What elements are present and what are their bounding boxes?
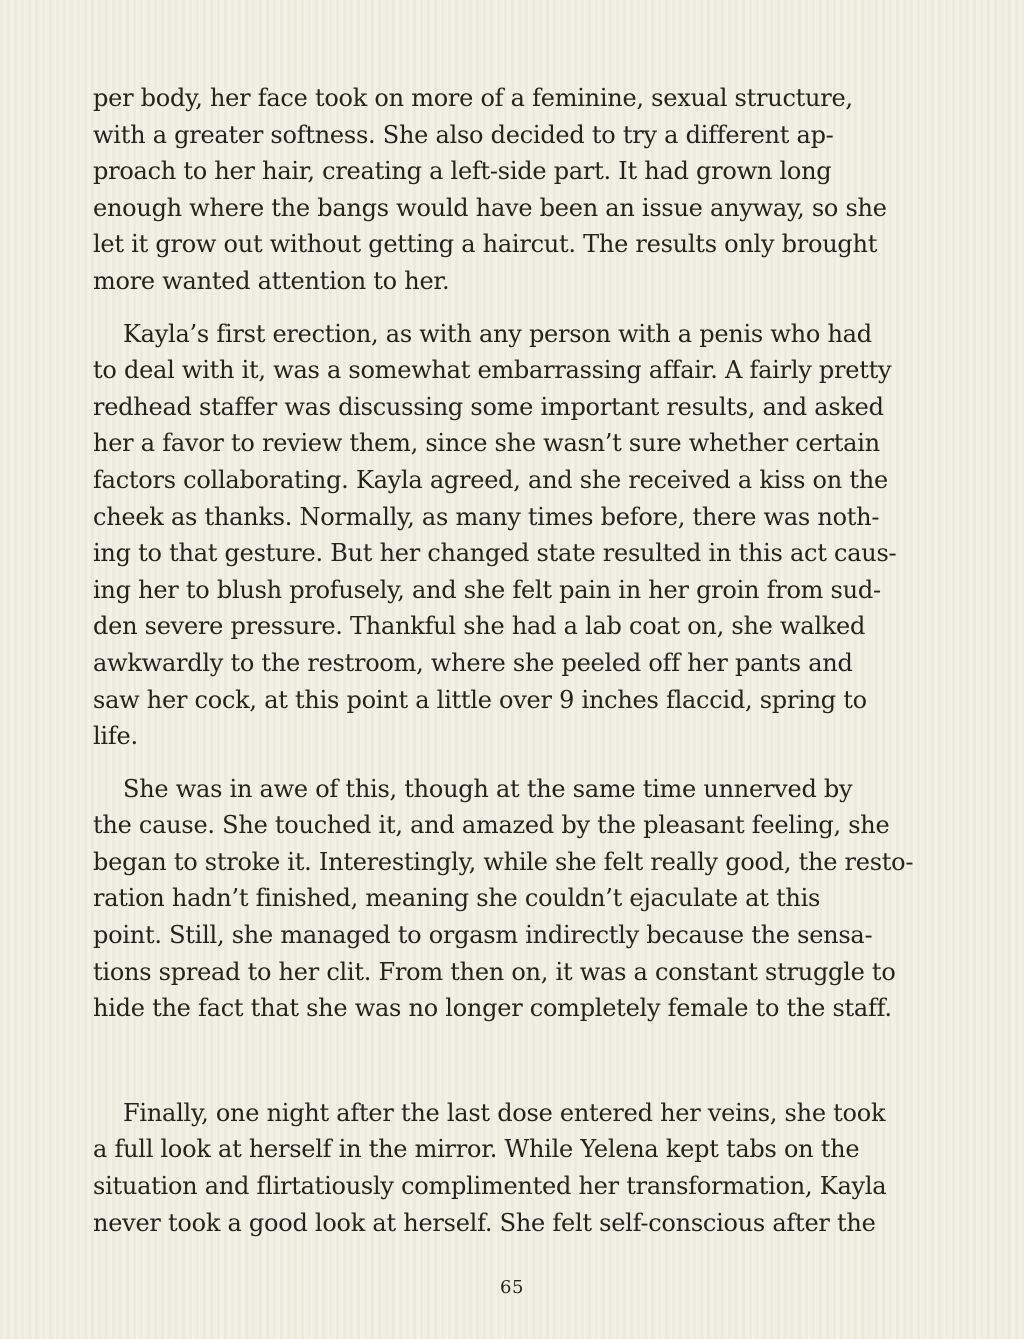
text-line: tions spread to her clit. From then on, it was a constant struggle to: [93, 957, 896, 986]
text-line: life.: [93, 722, 138, 751]
text-line: ing to that gesture. But her changed state resulted in this act caus-: [93, 539, 897, 568]
text-line: enough where the bangs would have been an issue anyway, so she: [93, 193, 887, 222]
page-number: 65: [500, 1277, 524, 1298]
text-line: ing her to blush profusely, and she felt pain in her groin from sud-: [93, 575, 881, 604]
text-line: with a greater softness. She also decided to try a different ap-: [93, 120, 834, 149]
text-line: Kayla’s first erection, as with any person with a penis who had: [123, 319, 872, 348]
text-line: let it grow out without getting a haircut. The results only brought: [93, 230, 878, 259]
text-line: more wanted attention to her.: [93, 266, 450, 295]
text-line: the cause. She touched it, and amazed by the pleasant feeling, she: [93, 811, 890, 840]
text-line: never took a good look at herself. She felt self-conscious after the: [93, 1208, 876, 1237]
text-line: a full look at herself in the mirror. While Yelena kept tabs on the: [93, 1135, 860, 1164]
text-line: factors collaborating. Kayla agreed, and she received a kiss on the: [93, 465, 888, 494]
text-line: saw her cock, at this point a little over 9 inches flaccid, spring to: [93, 685, 867, 714]
text-line: point. Still, she managed to orgasm indirectly because the sensa-: [93, 921, 873, 950]
text-line: redhead staffer was discussing some important results, and asked: [93, 392, 884, 421]
text-line: awkwardly to the restroom, where she peeled off her pants and: [93, 648, 853, 677]
text-line: She was in awe of this, though at the same time unnerved by: [123, 774, 853, 803]
text-line: hide the fact that she was no longer completely female to the staff.: [93, 994, 892, 1023]
text-line: began to stroke it. Interestingly, while she felt really good, the resto-: [93, 847, 914, 876]
text-line: ration hadn’t finished, meaning she couldn’t ejaculate at this: [93, 884, 821, 913]
text-line: her a favor to review them, since she wasn’t sure whether certain: [93, 429, 880, 458]
scene-break: [93, 1043, 944, 1095]
text-line: proach to her hair, creating a left-side part. It had grown long: [93, 157, 832, 186]
text-line: per body, her face took on more of a feminine, sexual structure,: [93, 84, 853, 112]
text-line: to deal with it, was a somewhat embarrassing affair. A fairly pretty: [93, 356, 892, 385]
page-text: [93, 80, 944, 1241]
text-line: den severe pressure. Thankful she had a lab coat on, she walked: [93, 612, 866, 641]
text-line: situation and flirtatiously complimented her transformation, Kayla: [93, 1172, 887, 1201]
paragraph: [93, 316, 944, 755]
paragraph: [93, 1095, 944, 1241]
text-line: cheek as thanks. Normally, as many times before, there was noth-: [93, 502, 880, 531]
text-line: Finally, one night after the last dose entered her veins, she took: [123, 1098, 886, 1127]
paragraph: [93, 80, 944, 300]
paragraph: [93, 771, 944, 1027]
